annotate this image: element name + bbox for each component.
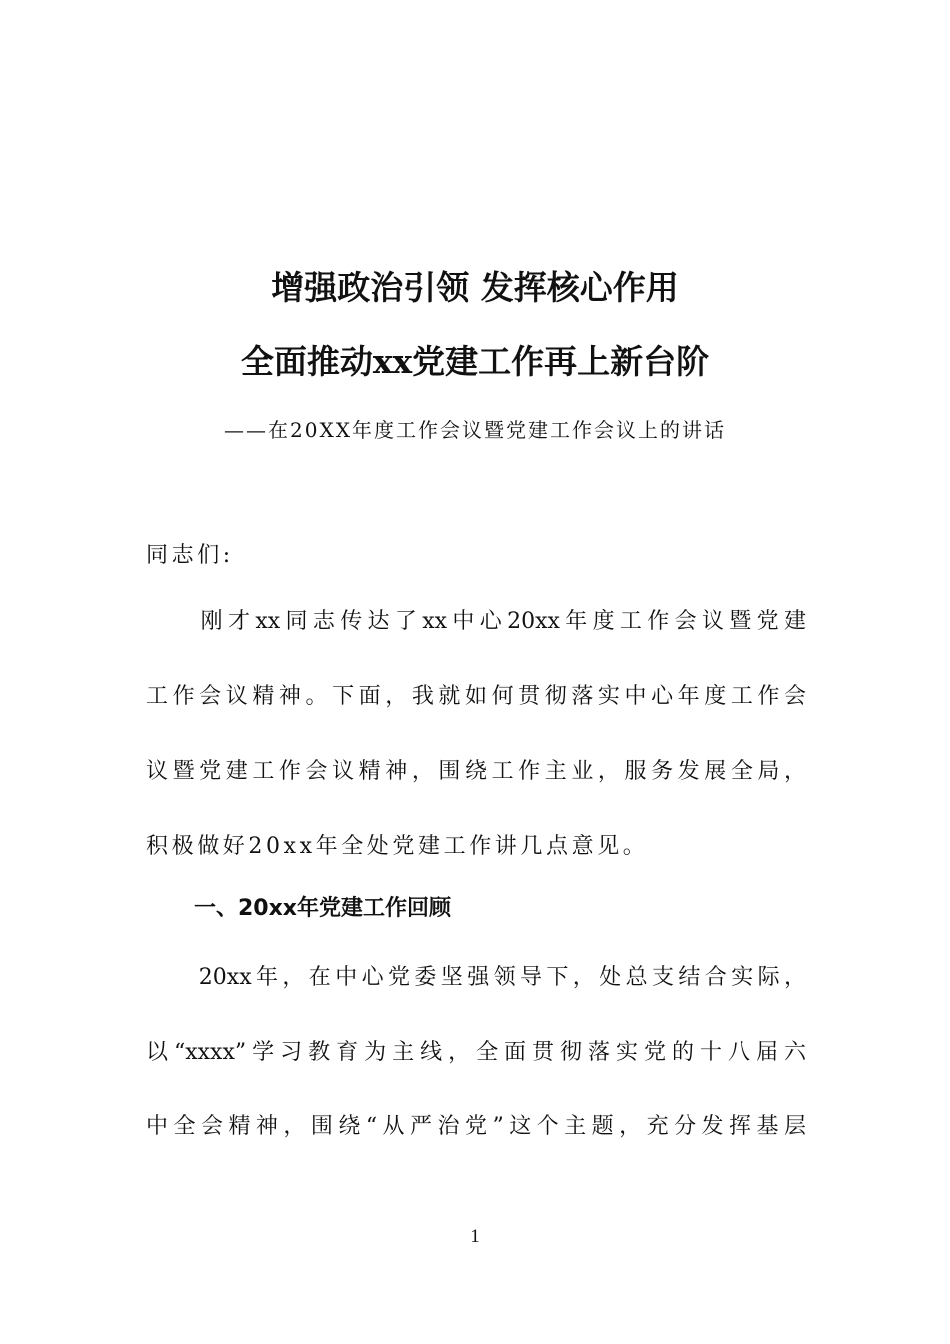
body-line-3: 议暨党建工作会议精神，围绕工作主业，服务发展全局， xyxy=(146,759,806,784)
section-line-3: 中全会精神，围绕“从严治党”这个主题，充分发挥基层 xyxy=(146,1114,806,1139)
title-line-2: 全面推动xx党建工作再上新台阶 xyxy=(240,342,710,381)
page-number: 1 xyxy=(470,1226,480,1247)
salutation: 同志们: xyxy=(146,543,234,568)
section-heading: 一、20xx年党建工作回顾 xyxy=(194,896,451,921)
title-line-1: 增强政治引领 发挥核心作用 xyxy=(271,268,679,307)
section-line-2: 以“xxxx”学习教育为主线，全面贯彻落实党的十八届六 xyxy=(146,1040,806,1065)
body-line-4: 积极做好20xx年全处党建工作讲几点意见。 xyxy=(146,834,649,859)
section-line-1: 20xx年，在中心党委坚强领导下，处总支结合实际， xyxy=(146,965,806,990)
subtitle: ——在20XX年度工作会议暨党建工作会议上的讲话 xyxy=(224,418,726,442)
body-line-1: 刚才xx同志传达了xx中心20xx年度工作会议暨党建 xyxy=(146,609,806,634)
body-line-2: 工作会议精神。下面，我就如何贯彻落实中心年度工作会 xyxy=(146,684,806,709)
